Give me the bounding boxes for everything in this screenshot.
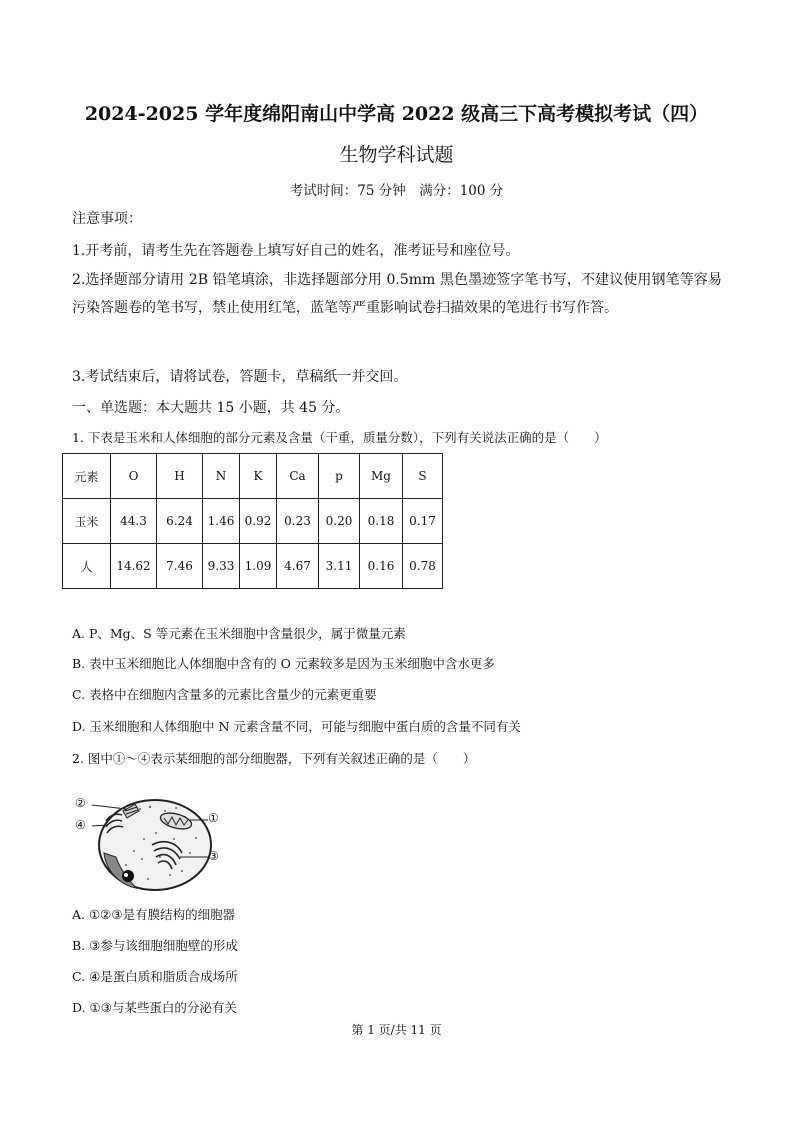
vacuole-dark <box>122 870 134 882</box>
table-cell: 玉米 <box>63 499 111 544</box>
table-cell: 0.78 <box>403 544 443 589</box>
table-cell: 6.24 <box>157 499 203 544</box>
table-header-cell: S <box>403 454 443 499</box>
question-2-option-d: D. ①③与某些蛋白的分泌有关 <box>72 1000 237 1015</box>
table-cell: 9.33 <box>203 544 240 589</box>
question-1-option-d: D. 玉米细胞和人体细胞中 N 元素含量不同，可能与细胞中蛋白质的含量不同有关 <box>72 719 521 734</box>
figure-label-1: ① <box>208 811 219 825</box>
table-cell: 0.23 <box>277 499 319 544</box>
table-cell: 44.3 <box>111 499 157 544</box>
table-cell: 0.16 <box>360 544 403 589</box>
figure-label-4: ④ <box>75 818 86 832</box>
question-2-option-a: A. ①②③是有膜结构的细胞器 <box>72 907 236 922</box>
notice-item-3: 3.考试结束后，请将试卷，答题卡，草稿纸一并交回。 <box>72 369 408 385</box>
figure-label-2: ② <box>75 796 86 810</box>
exam-title: 2024-2025 学年度绵阳南山中学高 2022 级高三下高考模拟考试（四） <box>84 103 709 125</box>
table-cell: 1.09 <box>240 544 277 589</box>
table-cell: 3.11 <box>319 544 360 589</box>
table-row <box>63 499 443 544</box>
table-cell: 1.46 <box>203 499 240 544</box>
table-cell: 0.17 <box>403 499 443 544</box>
question-1-stem: 1. 下表是玉米和人体细胞的部分元素及含量（干重，质量分数），下列有关说法正确的是（ ） <box>72 430 607 445</box>
table-cell: 0.18 <box>360 499 403 544</box>
notice-item-1: 1.开考前，请考生先在答题卷上填写好自己的姓名，准考证号和座位号。 <box>72 243 520 259</box>
question-2-option-c: C. ④是蛋白质和脂质合成场所 <box>72 969 238 984</box>
question-1-option-a: A. P、Mg、S 等元素在玉米细胞中含量很少，属于微量元素 <box>72 626 406 641</box>
table-cell: 0.92 <box>240 499 277 544</box>
table-cell: 0.20 <box>319 499 360 544</box>
table-header-cell: Mg <box>360 454 403 499</box>
table-header-cell: K <box>240 454 277 499</box>
question-1-option-b: B. 表中玉米细胞比人体细胞中含有的 O 元素较多是因为玉米细胞中含水更多 <box>72 656 495 671</box>
vacuole-spot <box>124 873 128 877</box>
question-2-stem: 2. 图中①～④表示某细胞的部分细胞器，下列有关叙述正确的是（ ） <box>72 751 476 766</box>
notice-item-2: 2.选择题部分请用 2B 铅笔填涂，非选择题部分用 0.5mm 黑色墨迹签字笔书写，不建议使用钢笔等容易污染答题卷的笔书写，禁止使用红笔，蓝笔等严重影响试卷扫描效果的笔进行书写作答。 <box>72 272 722 316</box>
element-table <box>62 453 443 589</box>
question-2-option-b: B. ③参与该细胞细胞壁的形成 <box>72 938 238 953</box>
exam-info: 考试时间：75 分钟 满分：100 分 <box>289 183 504 199</box>
table-header-cell: Ca <box>277 454 319 499</box>
table-cell: 4.67 <box>277 544 319 589</box>
table-cell: 7.46 <box>157 544 203 589</box>
subject-title: 生物学科试题 <box>339 144 454 166</box>
table-header-row <box>63 454 443 499</box>
table-header-cell: N <box>203 454 240 499</box>
section-heading: 一、单选题：本大题共 15 小题，共 45 分。 <box>72 400 350 416</box>
notice-heading: 注意事项： <box>72 211 142 227</box>
table-row <box>63 544 443 589</box>
cell-organelle-figure <box>70 793 230 893</box>
page-footer: 第 1 页/共 11 页 <box>351 1023 442 1037</box>
cell-diagram <box>70 793 230 893</box>
figure-label-3: ③ <box>208 849 219 863</box>
table-header-cell: H <box>157 454 203 499</box>
table-cell: 人 <box>63 544 111 589</box>
table-cell: 14.62 <box>111 544 157 589</box>
table-header-cell: p <box>319 454 360 499</box>
table-header-cell: 元素 <box>63 454 111 499</box>
question-1-option-c: C. 表格中在细胞内含量多的元素比含量少的元素更重要 <box>72 687 377 702</box>
table-header-cell: O <box>111 454 157 499</box>
